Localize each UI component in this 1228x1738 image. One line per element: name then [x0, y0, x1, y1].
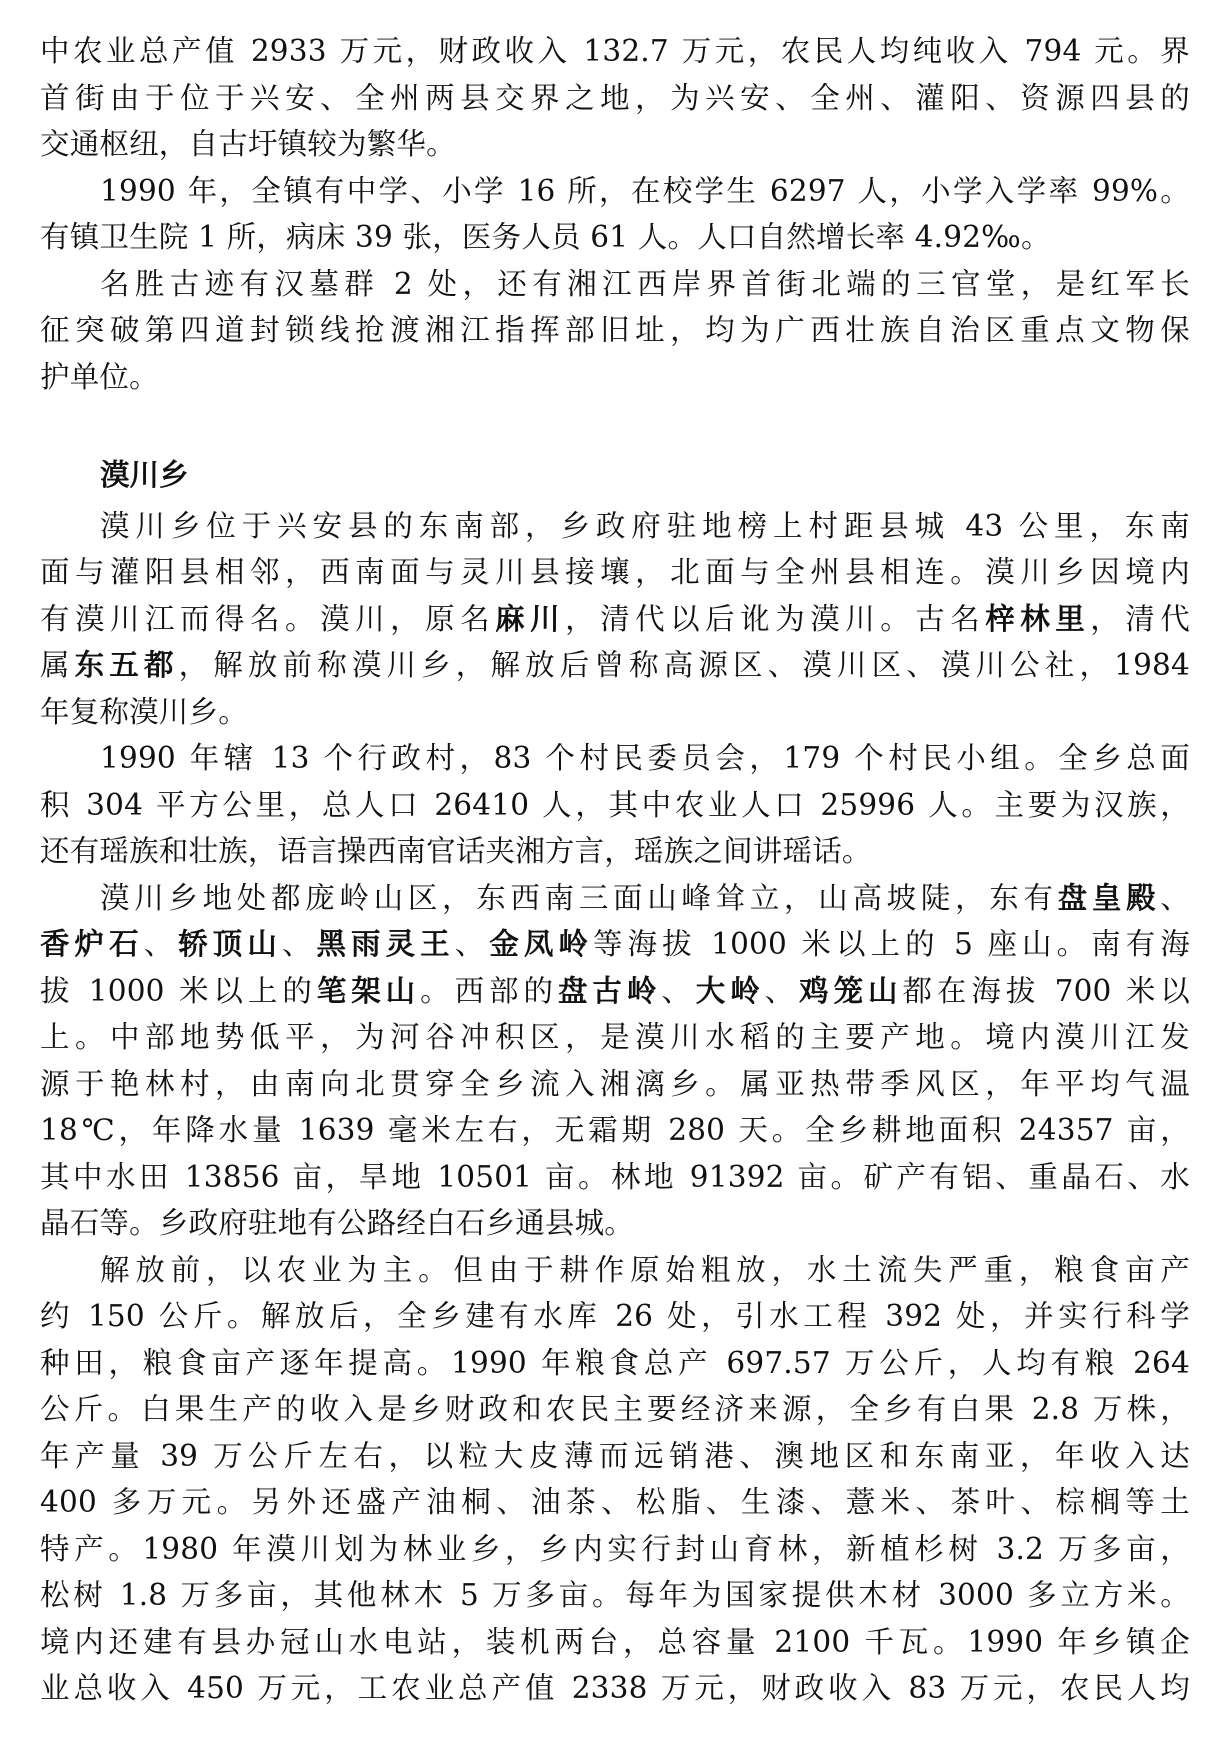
text-line	[40, 1107, 1190, 1154]
text-segment: 松树 1.8 万多亩，其他林木 5 万多亩。每年为国家提供木材 3000 多立方米。	[40, 1578, 1190, 1612]
text-segment: 年复称漠川乡。	[40, 694, 248, 729]
text-segment: 400 多万元。另外还盛产油桐、油茶、松脂、生漆、薏米、茶叶、棕榈等土	[40, 1485, 1190, 1519]
text-segment: 、	[454, 927, 490, 961]
text-segment: ，清代以后讹为漠川。古名	[565, 601, 986, 636]
text-segment: 年产量 39 万公斤左右，以粒大皮薄而远销港、澳地区和东南亚，年收入达	[40, 1438, 1190, 1473]
text-line	[40, 689, 1190, 736]
text-line: 1990 年，全镇有中学、小学 16 所，在校学生 6297 人，小学入学率 99%。	[100, 173, 1190, 208]
text-segment: 晶石等。乡政府驻地有公路经白石乡通县城。	[40, 1206, 635, 1240]
place-name-bold: 香炉石	[40, 926, 144, 961]
text-segment: ，解放前称漠川乡，解放后曾称高源区、漠川区、漠川公社，1984	[178, 648, 1190, 682]
text-line	[40, 1386, 1190, 1433]
place-name-bold: 梓林里	[985, 600, 1091, 636]
text-line	[40, 1619, 1190, 1666]
text-line	[40, 1526, 1190, 1573]
text-segment: 1990 年辖 13 个行政村，83 个村民委员会，179 个村民小组。全乡总面	[100, 741, 1190, 775]
text-line	[40, 875, 1190, 922]
text-segment: 解放前，以农业为主。但由于耕作原始粗放，水土流失严重，粮食亩产	[100, 1252, 1190, 1287]
text-line: 中农业总产值 2933 万元，财政收入 132.7 万元，农民人均纯收入 794 元。界	[40, 34, 1190, 68]
text-segment: 其中水田 13856 亩，旱地 10501 亩。林地 91392 亩。矿产有铝、重晶石、水	[40, 1159, 1190, 1194]
text-line	[40, 921, 1190, 968]
text-line	[40, 1340, 1190, 1387]
place-name-bold: 盘皇殿	[1057, 879, 1161, 915]
section-heading: 漠川乡	[100, 456, 189, 492]
text-line: 征突破第四道封锁线抢渡湘江指挥部旧址，均为广西壮族自治区重点文物保	[40, 313, 1190, 347]
section-mochuan	[40, 503, 1190, 1712]
section-jieshou-continued	[40, 28, 1190, 400]
text-line: 有镇卫生院 1 所，病床 39 张，医务人员 61 人。人口自然增长率 4.92‰。	[40, 220, 1051, 254]
text-segment: 都在海拔 700 米以	[902, 973, 1190, 1008]
text-line: 名胜古迹有汉墓群 2 处，还有湘江西岸界首街北端的三官堂，是红军长	[100, 266, 1190, 301]
place-name-bold: 麻川	[495, 600, 566, 636]
text-segment: 、	[281, 927, 317, 961]
text-segment: 境内还建有县办冠山水电站，装机两台，总容量 2100 千瓦。1990 年乡镇企	[40, 1624, 1190, 1659]
text-line	[40, 1572, 1190, 1619]
text-line	[40, 735, 1190, 782]
place-name-bold: 轿顶山	[178, 926, 282, 961]
text-segment: ，清代	[1090, 601, 1190, 636]
text-line	[40, 968, 1190, 1015]
text-segment: 。西部的	[420, 973, 558, 1008]
text-segment: 有漠川江而得名。漠川，原名	[40, 601, 496, 636]
text-segment: 上。中部地势低平，为河谷冲积区，是漠川水稻的主要产地。境内漠川江发	[40, 1020, 1190, 1054]
text-line	[40, 642, 1190, 689]
place-name-bold: 金凤岭	[489, 926, 593, 961]
place-name-bold: 笔架山	[316, 972, 421, 1008]
text-line	[40, 1479, 1190, 1526]
text-segment: 积 304 平方公里，总人口 26410 人，其中农业人口 25996 人。主要为汉族，	[40, 787, 1190, 822]
text-line	[40, 1154, 1190, 1201]
text-line	[40, 1433, 1190, 1480]
place-name-bold: 黑雨灵王	[316, 926, 455, 961]
text-line	[40, 1247, 1190, 1294]
text-segment: 等海拔 1000 米以上的 5 座山。南有海	[593, 927, 1190, 961]
text-segment: 属	[40, 648, 75, 682]
text-line	[40, 503, 1190, 550]
text-segment: 漠川乡位于兴安县的东南部，乡政府驻地榜上村距县城 43 公里，东南	[100, 508, 1190, 543]
text-line: 护单位。	[40, 359, 159, 394]
text-line: 首街由于位于兴安、全州两县交界之地，为兴安、全州、灌阳、资源四县的	[40, 80, 1190, 115]
text-line: 交通枢纽，自古圩镇较为繁华。	[40, 127, 456, 161]
document-page	[40, 28, 1190, 1712]
place-name-bold: 鸡笼山	[799, 972, 903, 1008]
text-segment: 、	[1160, 880, 1190, 915]
text-segment: 业总收入 450 万元，工农业总产值 2338 万元，财政收入 83 万元，农民人均	[40, 1671, 1190, 1705]
place-name-bold: 大岭	[695, 972, 765, 1008]
text-segment: 面与灌阳县相邻，西南面与灵川县接壤，北面与全州县相连。漠川乡因境内	[40, 555, 1190, 589]
text-line	[40, 1665, 1190, 1712]
text-segment: 拔 1000 米以上的	[40, 973, 317, 1008]
text-segment: 种田，粮食亩产逐年提高。1990 年粮食总产 697.57 万公斤，人均有粮 264	[40, 1345, 1190, 1380]
text-line	[40, 782, 1190, 829]
text-line	[40, 1061, 1190, 1108]
text-segment: 、	[143, 927, 179, 961]
text-segment: 源于艳林村，由南向北贯穿全乡流入湘漓乡。属亚热带季风区，年平均气温	[40, 1066, 1190, 1101]
text-segment: 漠川乡地处都庞岭山区，东西南三面山峰耸立，山高坡陡，东有	[100, 880, 1058, 915]
text-segment: 还有瑶族和壮族，语言操西南官话夹湘方言，瑶族之间讲瑶话。	[40, 834, 872, 868]
text-line	[40, 596, 1190, 643]
text-segment: 公斤。白果生产的收入是乡财政和农民主要经济来源，全乡有白果 2.8 万株，	[40, 1392, 1190, 1426]
place-name-bold: 东五都	[74, 647, 179, 682]
section-gap	[40, 400, 1190, 447]
text-segment: 特产。1980 年漠川划为林业乡，乡内实行封山育林，新植杉树 3.2 万多亩，	[40, 1531, 1190, 1566]
text-line	[40, 1014, 1190, 1061]
text-segment: 、	[661, 973, 696, 1008]
text-line	[40, 1200, 1190, 1247]
text-segment: 约 150 公斤。解放后，全乡建有水库 26 处，引水工程 392 处，并实行科学	[40, 1299, 1190, 1333]
text-line	[40, 549, 1190, 596]
text-line	[40, 1293, 1190, 1340]
place-name-bold: 盘古岭	[557, 972, 662, 1008]
text-segment: 、	[764, 973, 800, 1008]
text-line	[40, 828, 1190, 875]
text-segment: 18℃，年降水量 1639 毫米左右，无霜期 280 天。全乡耕地面积 24357 亩，	[40, 1113, 1190, 1147]
